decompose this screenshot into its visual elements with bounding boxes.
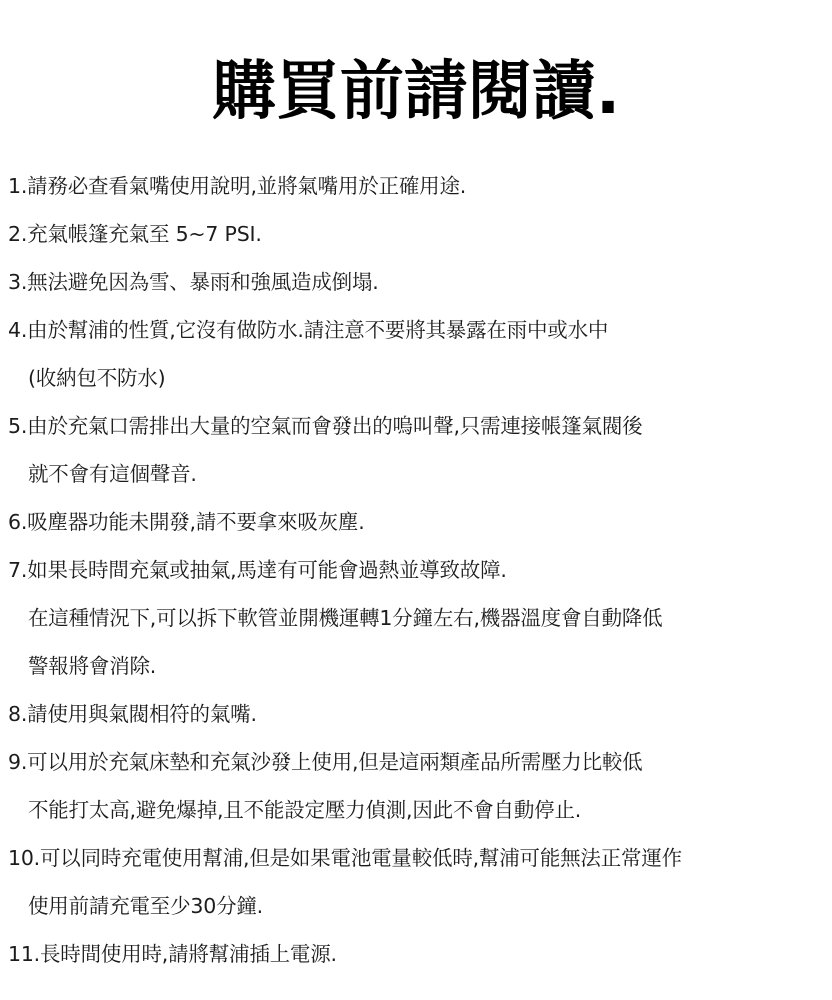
- note-9-continuation: 不能打太高,避免爆掉,且不能設定壓力偵測,因此不會自動停止.: [28, 798, 582, 822]
- page-title: 購買前請閱讀.: [211, 55, 621, 129]
- note-3-line: 3.無法避免因為雪、暴雨和強風造成倒塌.: [8, 270, 379, 294]
- note-1-line: 1.請務必查看氣嘴使用說明,並將氣嘴用於正確用途.: [8, 174, 467, 198]
- note-10-continuation: 使用前請充電至少30分鐘.: [28, 894, 264, 918]
- note-10-line: 10.可以同時充電使用幫浦,但是如果電池電量較低時,幫浦可能無法正常運作: [8, 846, 682, 870]
- note-5-line: 5.由於充氣口需排出大量的空氣而會發出的嗚叫聲,只需連接帳篷氣閥後: [8, 414, 643, 438]
- note-7-continuation: 在這種情況下,可以拆下軟管並開機運轉1分鐘左右,機器溫度會自動降低: [28, 606, 663, 630]
- note-6-line: 6.吸塵器功能未開發,請不要拿來吸灰塵.: [8, 510, 365, 534]
- note-4-continuation: (收納包不防水): [28, 366, 166, 390]
- note-8-line: 8.請使用與氣閥相符的氣嘴.: [8, 702, 257, 726]
- note-11-line: 11.長時間使用時,請將幫浦插上電源.: [8, 942, 337, 966]
- note-5-continuation: 就不會有這個聲音.: [28, 462, 197, 486]
- note-7-line: 7.如果長時間充氣或抽氣,馬達有可能會過熱並導致故障.: [8, 558, 507, 582]
- note-7-continuation-2: 警報將會消除.: [28, 654, 157, 678]
- note-4-line: 4.由於幫浦的性質,它沒有做防水.請注意不要將其暴露在雨中或水中: [8, 318, 609, 342]
- note-9-line: 9.可以用於充氣床墊和充氣沙發上使用,但是這兩類產品所需壓力比較低: [8, 750, 643, 774]
- note-2-line: 2.充氣帳篷充氣至 5~7 PSI.: [8, 222, 262, 246]
